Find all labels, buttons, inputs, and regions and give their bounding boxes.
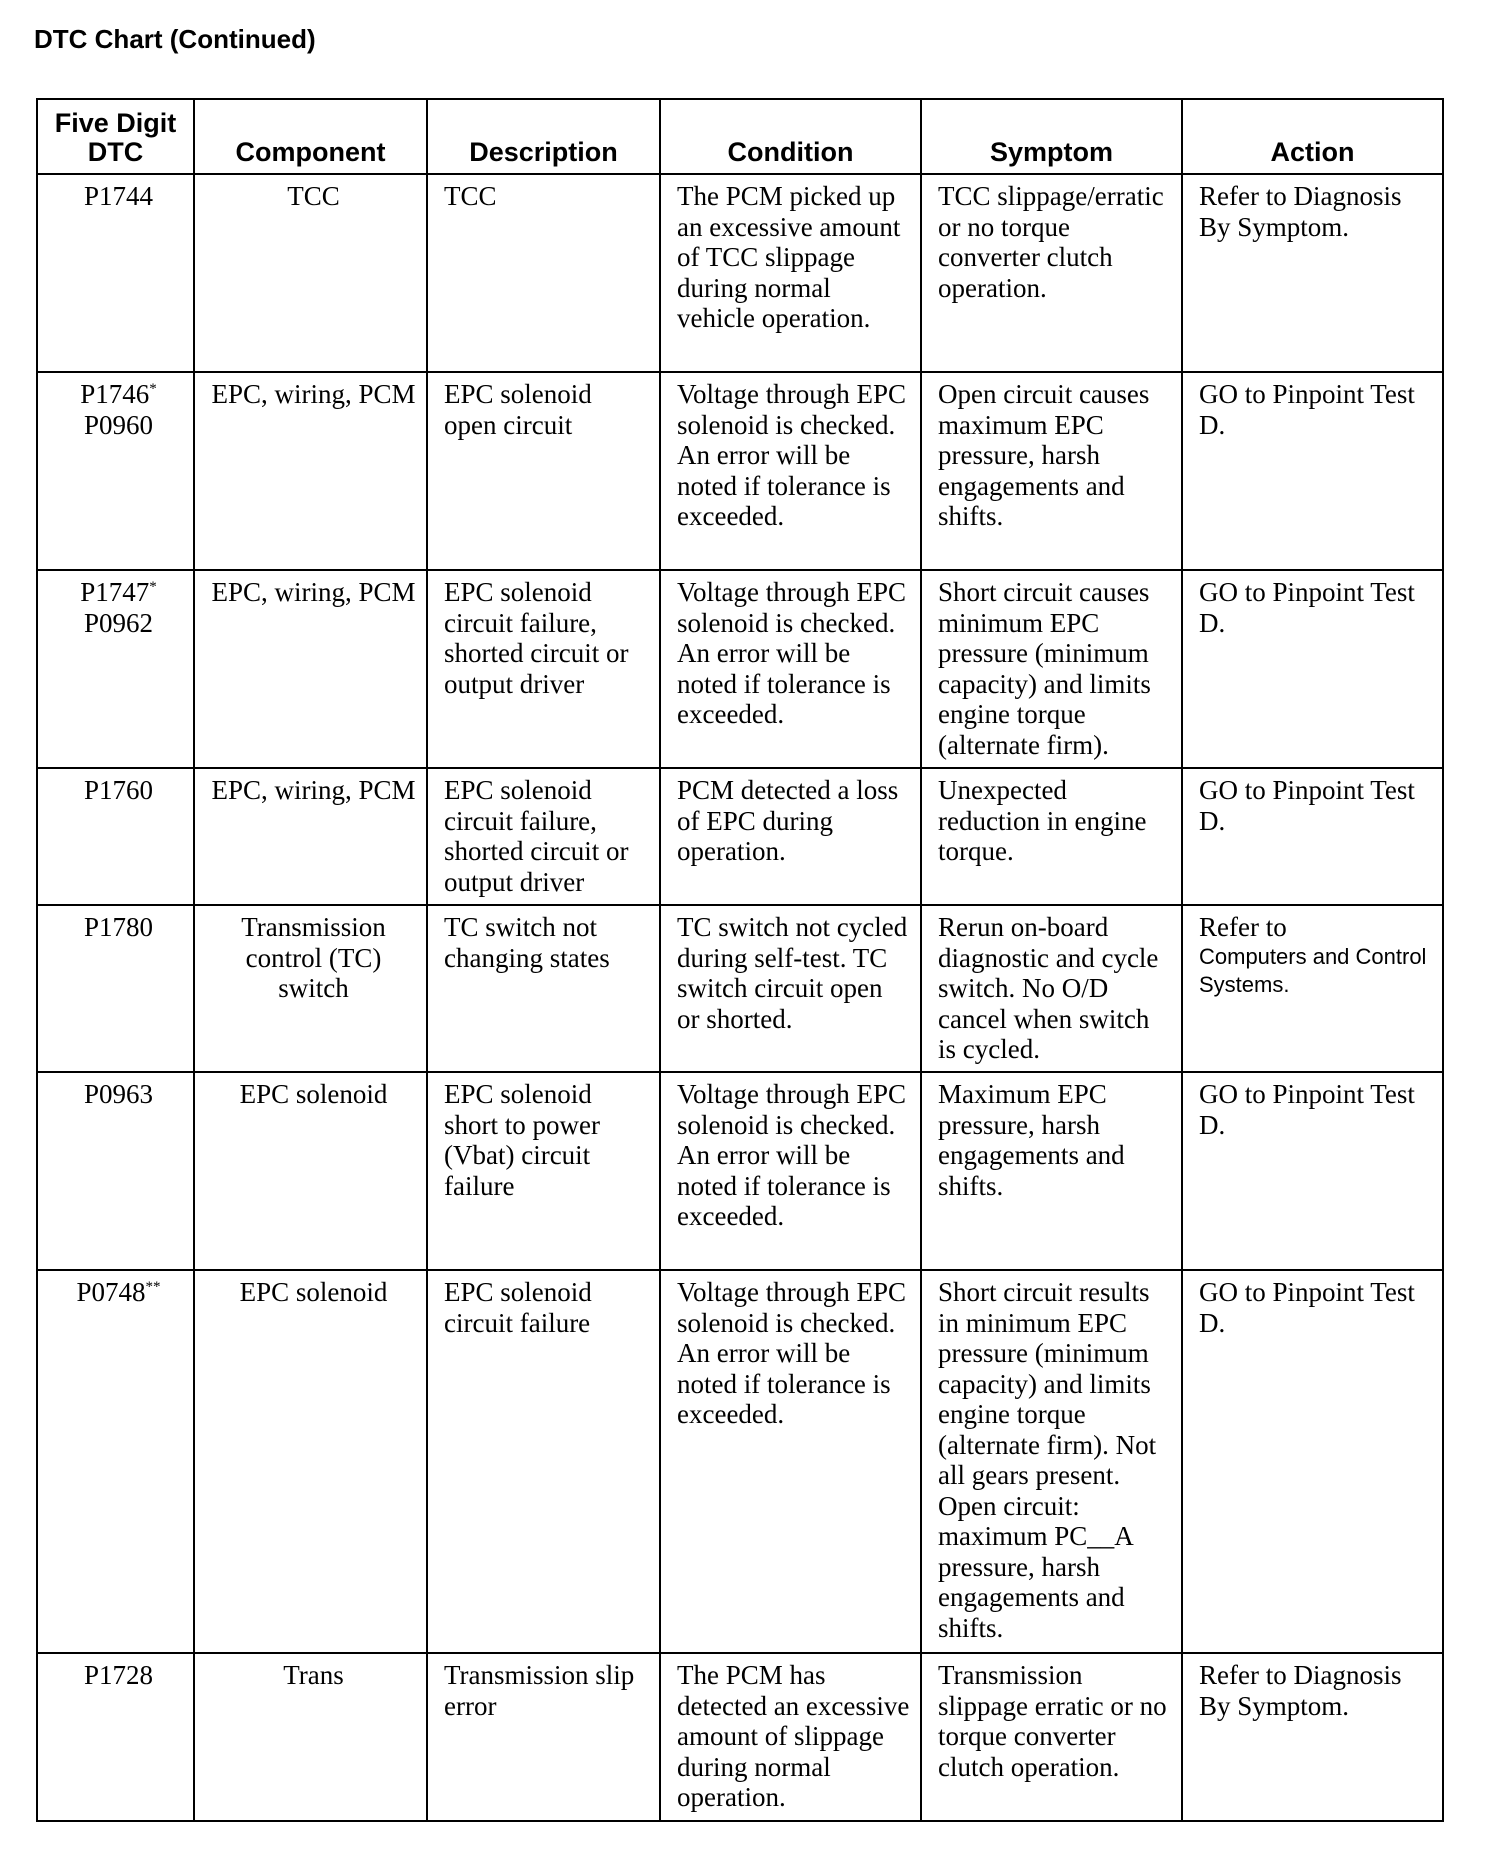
- header-dtc: [37, 99, 194, 174]
- component-cell: Transmission control (TC) switch: [194, 905, 427, 1072]
- condition-cell: TC switch not cycled during self-test. TC switch circuit open or shorted.: [660, 905, 921, 1072]
- description-cell: TC switch not changing states: [427, 905, 660, 1072]
- component-cell: EPC solenoid: [194, 1270, 427, 1653]
- description-cell: EPC solenoid open circuit: [427, 372, 660, 570]
- dtc-code-alt: P0962: [83, 607, 154, 638]
- symptom-cell: Short circuit results in minimum EPC pressure (minimum capacity) and limits engine torque (alternate firm). Not all gears present. Open circuit: maximum PC__A pressure, harsh engagements and shifts.: [921, 1270, 1182, 1653]
- component-cell: TCC: [194, 174, 427, 372]
- dtc-table: [36, 98, 1444, 1822]
- dtc-code: P0963: [83, 1079, 154, 1109]
- symptom-cell: Rerun on-board diagnostic and cycle switch. No O/D cancel when switch is cycled.: [921, 905, 1182, 1072]
- condition-cell: PCM detected a loss of EPC during operation.: [660, 768, 921, 905]
- description-cell: EPC solenoid circuit failure, shorted circuit or output driver: [427, 570, 660, 768]
- table-row: [37, 768, 1443, 905]
- dtc-cell: [37, 570, 194, 768]
- dtc-code-alt: P0960: [83, 409, 154, 440]
- action-cell: GO to Pinpoint Test D.: [1182, 570, 1443, 768]
- component-cell: EPC solenoid: [194, 1072, 427, 1270]
- dtc-code: P1760: [83, 775, 154, 805]
- condition-cell: Voltage through EPC solenoid is checked. An error will be noted if tolerance is exceeded.: [660, 1270, 921, 1653]
- condition-cell: Voltage through EPC solenoid is checked. An error will be noted if tolerance is exceeded.: [660, 570, 921, 768]
- table-row: [37, 1653, 1443, 1821]
- description-cell: EPC solenoid circuit failure: [427, 1270, 660, 1653]
- dtc-code: P1728: [83, 1660, 154, 1690]
- dtc-cell: [37, 174, 194, 372]
- symptom-cell: Transmission slippage erratic or no torque converter clutch operation.: [921, 1653, 1182, 1821]
- action-reference: Computers and Control Systems.: [1199, 943, 1427, 997]
- dtc-code: P0748: [76, 1277, 146, 1307]
- action-text: Refer to: [1199, 912, 1287, 942]
- header-condition: Condition: [660, 99, 921, 174]
- header-dtc-line2: DTC: [87, 137, 144, 167]
- header-symptom: Symptom: [921, 99, 1182, 174]
- table-row: [37, 1072, 1443, 1270]
- symptom-cell: Short circuit causes minimum EPC pressure (minimum capacity) and limits engine torque (alternate firm).: [921, 570, 1182, 768]
- table-row: [37, 905, 1443, 1072]
- table-row: [37, 1270, 1443, 1653]
- action-cell: GO to Pinpoint Test D.: [1182, 372, 1443, 570]
- component-cell: EPC, wiring, PCM: [194, 570, 427, 768]
- dtc-cell: [37, 372, 194, 570]
- dtc-code: P1780: [83, 912, 154, 942]
- dtc-code: P1746: [80, 379, 150, 409]
- dtc-cell: [37, 905, 194, 1072]
- action-cell: GO to Pinpoint Test D.: [1182, 1072, 1443, 1270]
- dtc-mark: *: [149, 579, 157, 595]
- component-cell: EPC, wiring, PCM: [194, 768, 427, 905]
- symptom-cell: Open circuit causes maximum EPC pressure, harsh engagements and shifts.: [921, 372, 1182, 570]
- symptom-cell: Maximum EPC pressure, harsh engagements and shifts.: [921, 1072, 1182, 1270]
- header-dtc-line1: Five Digit: [54, 108, 177, 138]
- description-cell: EPC solenoid short to power (Vbat) circuit failure: [427, 1072, 660, 1270]
- dtc-code: P1747: [80, 577, 150, 607]
- symptom-cell: TCC slippage/erratic or no torque converter clutch operation.: [921, 174, 1182, 372]
- action-cell: Refer to Diagnosis By Symptom.: [1182, 174, 1443, 372]
- description-cell: Transmission slip error: [427, 1653, 660, 1821]
- component-cell: EPC, wiring, PCM: [194, 372, 427, 570]
- header-row: [37, 99, 1443, 174]
- description-cell: TCC: [427, 174, 660, 372]
- dtc-cell: [37, 1653, 194, 1821]
- dtc-cell: [37, 768, 194, 905]
- table-row: [37, 372, 1443, 570]
- description-cell: EPC solenoid circuit failure, shorted circuit or output driver: [427, 768, 660, 905]
- dtc-code: P1744: [83, 181, 154, 211]
- table-row: [37, 570, 1443, 768]
- action-cell: GO to Pinpoint Test D.: [1182, 1270, 1443, 1653]
- action-cell: [1182, 905, 1443, 1072]
- dtc-cell: [37, 1072, 194, 1270]
- action-cell: GO to Pinpoint Test D.: [1182, 768, 1443, 905]
- condition-cell: Voltage through EPC solenoid is checked. An error will be noted if tolerance is exceeded.: [660, 372, 921, 570]
- component-cell: Trans: [194, 1653, 427, 1821]
- symptom-cell: Unexpected reduction in engine torque.: [921, 768, 1182, 905]
- header-action: Action: [1182, 99, 1443, 174]
- condition-cell: The PCM picked up an excessive amount of TCC slippage during normal vehicle operation.: [660, 174, 921, 372]
- table-row: [37, 174, 1443, 372]
- dtc-cell: [37, 1270, 194, 1653]
- page-title: DTC Chart (Continued): [34, 24, 316, 54]
- dtc-mark: *: [149, 381, 157, 397]
- condition-cell: Voltage through EPC solenoid is checked. An error will be noted if tolerance is exceeded.: [660, 1072, 921, 1270]
- header-description: Description: [427, 99, 660, 174]
- condition-cell: The PCM has detected an excessive amount of slippage during normal operation.: [660, 1653, 921, 1821]
- header-component: Component: [194, 99, 427, 174]
- dtc-mark: **: [145, 1279, 161, 1295]
- action-cell: Refer to Diagnosis By Symptom.: [1182, 1653, 1443, 1821]
